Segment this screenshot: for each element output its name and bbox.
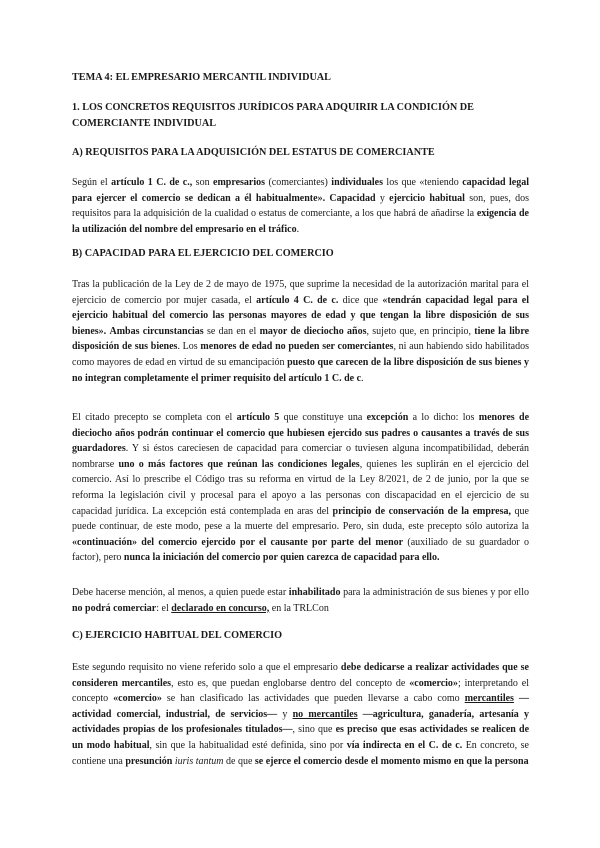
paragraph-b2: El citado precepto se completa con el artículo 5 que constituye una excepción a lo dicho: los menores de dieciocho años podrán continuar el comercio que hubiesen ejercido sus padres o causantes a través de sus guardadores. Y si éstos careciesen de capacidad para comerciar o tuviesen alguna incompatibilidad, deberán nombrarse uno o más factores que reúnan las condiciones legales, quienes les suplirán en el ejercicio del comercio. Así lo prescribe el Código tras su reforma en virtud de la Ley 8/2021, de 2 de junio, por la que se reforma la legislación civil y procesal para el apoyo a las personas con discapacidad en el ejercicio de su capacidad jurídica. La excepción está contemplada en aras del principio de conservación de la empresa, que puede continuar, de este modo, pese a la muerte del empresario. Pero, sin duda, este precepto sólo autoriza la «continuación» del comercio ejercido por el causante por parte del menor (auxiliado de su guardador o factor), pero nunca la iniciación del comercio por quien carezca de capacidad para ello. [72, 412, 530, 564]
heading-a: A) REQUISITOS PARA LA ADQUISICIÓN DEL ESTATUS DE COMERCIANTE [72, 147, 435, 158]
heading-c: C) EJERCICIO HABITUAL DEL COMERCIO [72, 630, 283, 641]
document-title: TEMA 4: EL EMPRESARIO MERCANTIL INDIVIDUAL [72, 72, 331, 83]
paragraph-a: Según el artículo 1 C. de c., son empresarios (comerciantes) individuales los que «teniendo capacidad legal para ejercer el comercio se dedican a él habitualmente». Capacidad y ejercicio habitual son, pues, dos requisitos para la adquisición de la cualidad o estatus de comerciante, a los que habrá de añadirse la exigencia de la utilización del nombre del empresario en el tráfico. [72, 177, 530, 235]
paragraph-b1: Tras la publicación de la Ley de 2 de mayo de 1975, que suprime la necesidad de la autorización marital para el ejercicio de comercio por mujer casada, el artículo 4 C. de c. dice que «tendrán capacidad legal para el ejercicio habitual del comercio las personas mayores de edad y que tengan la libre disposición de sus bienes». Ambas circunstancias se dan en el mayor de dieciocho años, sujeto que, en principio, tiene la libre disposición de sus bienes. Los menores de edad no pueden ser comerciantes, ni aun habiendo sido habilitados como mayores de edad en virtud de su emancipación puesto que carecen de la libre disposición de sus bienes y no integran completamente el primer requisito del artículo 1 C. de c. [72, 279, 530, 384]
section-1-heading: 1. LOS CONCRETOS REQUISITOS JURÍDICOS PARA ADQUIRIR LA CONDICIÓN DE COMERCIANTE INDIVIDUAL [72, 102, 474, 129]
heading-b: B) CAPACIDAD PARA EL EJERCICIO DEL COMERCIO [72, 248, 334, 259]
paragraph-c: Este segundo requisito no viene referido solo a que el empresario debe dedicarse a realizar actividades que se consideren mercantiles, esto es, que puedan englobarse dentro del concepto de «comercio»; interpretando el concepto «comercio» se han clasificado las actividades que pueden llevarse a cabo como mercantiles —actividad comercial, industrial, de servicios— y no mercantiles —agricultura, ganadería, artesanía y actividades propias de los profesionales titulados—, sino que es preciso que esas actividades se realicen de un modo habitual, sin que la habitualidad esté definida, sino por vía indirecta en el C. de c. En concreto, se contiene una presunción iuris tantum de que se ejerce el comercio desde el momento mismo en que la persona [72, 662, 530, 767]
paragraph-b3: Debe hacerse mención, al menos, a quien puede estar inhabilitado para la administración de sus bienes y por ello no podrá comerciar: el declarado en concurso, en la TRLCon [72, 587, 529, 614]
